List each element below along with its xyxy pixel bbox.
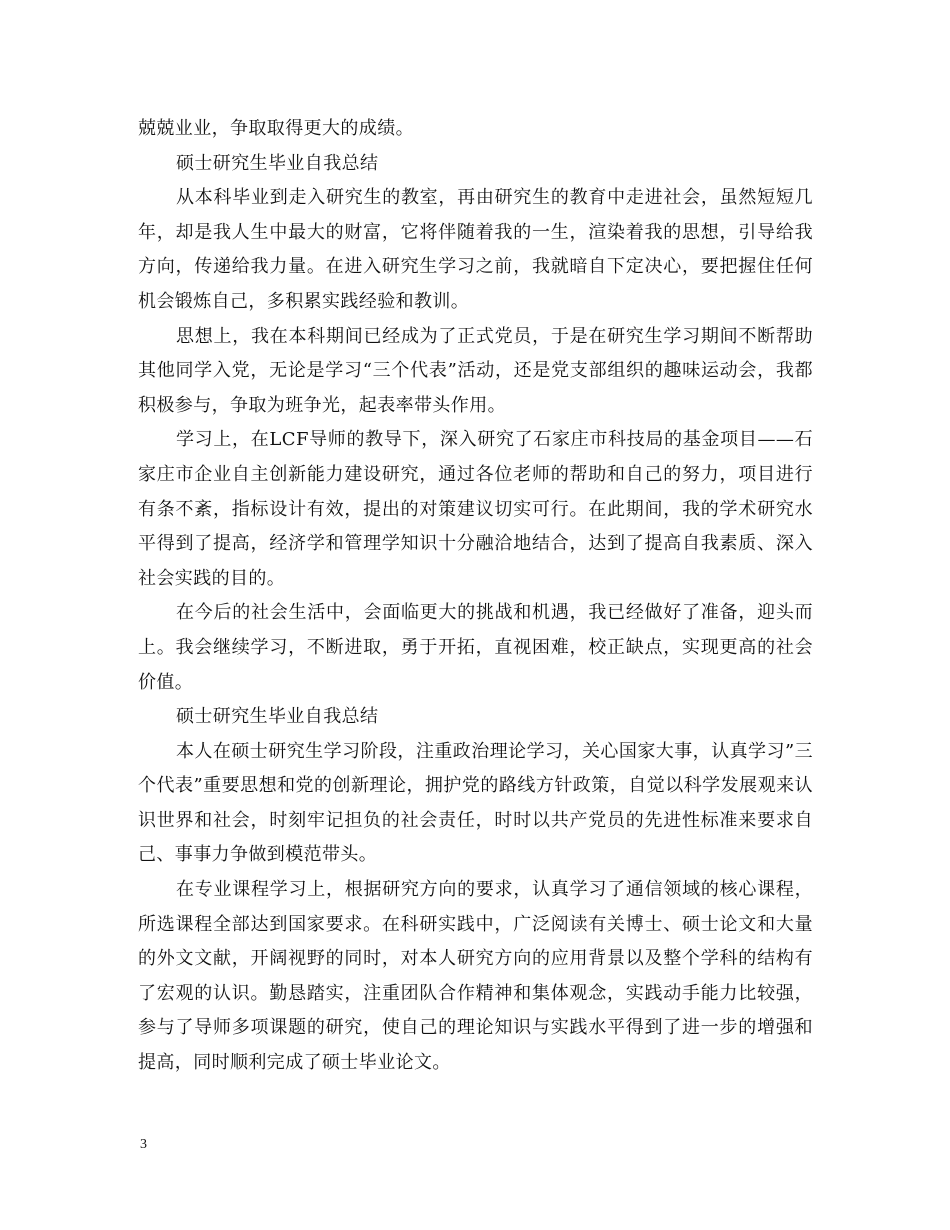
body-paragraph: 学习上，在LCF导师的教导下，深入研究了石家庄市科技局的基金项目——石家庄市企业自主创新能力建设研究，通过各位老师的帮助和自己的努力，项目进行有条不紊，指标设计有效，提出的对策建议切实可行。在此期间，我的学术研究水平得到了提高，经济学和管理学知识十分融洽地结合，达到了提高自我素质、深入社会实践的目的。: [138, 429, 813, 589]
body-paragraph: 在专业课程学习上，根据研究方向的要求，认真学习了通信领域的核心课程，所选课程全部达到国家要求。在科研实践中，广泛阅读有关博士、硕士论文和大量的外文文献，开阔视野的同时，对本人研究方向的应用背景以及整个学科的结构有了宏观的认识。勤恳踏实，注重团队合作精神和集体观念，实践动手能力比较强，参与了导师多项课题的研究，使自己的理论知识与实践水平得到了进一步的增强和提高，同时顺利完成了硕士毕业论文。: [138, 879, 813, 1074]
document-body: [138, 112, 813, 1081]
body-paragraph: 思想上，我在本科期间已经成为了正式党员，于是在研究生学习期间不断帮助其他同学入党，无论是学习“三个代表”活动，还是党支部组织的趣味运动会，我都积极参与，争取为班争光，起表率带头作用。: [138, 325, 813, 416]
body-paragraph: 从本科毕业到走入研究生的教室，再由研究生的教育中走进社会，虽然短短几年，却是我人生中最大的财富，它将伴随着我的一生，渲染着我的思想，引导给我方向，传递给我力量。在进入研究生学习之前，我就暗自下定决心，要把握住任何机会锻炼自己，多积累实践经验和教训。: [138, 187, 813, 312]
section-heading: 硕士研究生毕业自我总结: [176, 152, 379, 174]
section-heading: 硕士研究生毕业自我总结: [176, 706, 379, 728]
page-number: 3: [140, 1137, 147, 1152]
body-paragraph: 本人在硕士研究生学习阶段，注重政治理论学习，关心国家大事，认真学习”三个代表”重要思想和党的创新理论，拥护党的路线方针政策，自觉以科学发展观来认识世界和社会，时刻牢记担负的社会责任，时时以共产党员的先进性标准来要求自己、事事力争做到模范带头。: [138, 740, 813, 866]
body-paragraph: 在今后的社会生活中，会面临更大的挑战和机遇，我已经做好了准备，迎头而上。我会继续学习，不断进取，勇于开拓，直视困难，校正缺点，实现更高的社会价值。: [138, 602, 813, 693]
continuation-paragraph: 兢兢业业，争取取得更大的成绩。: [138, 118, 414, 139]
